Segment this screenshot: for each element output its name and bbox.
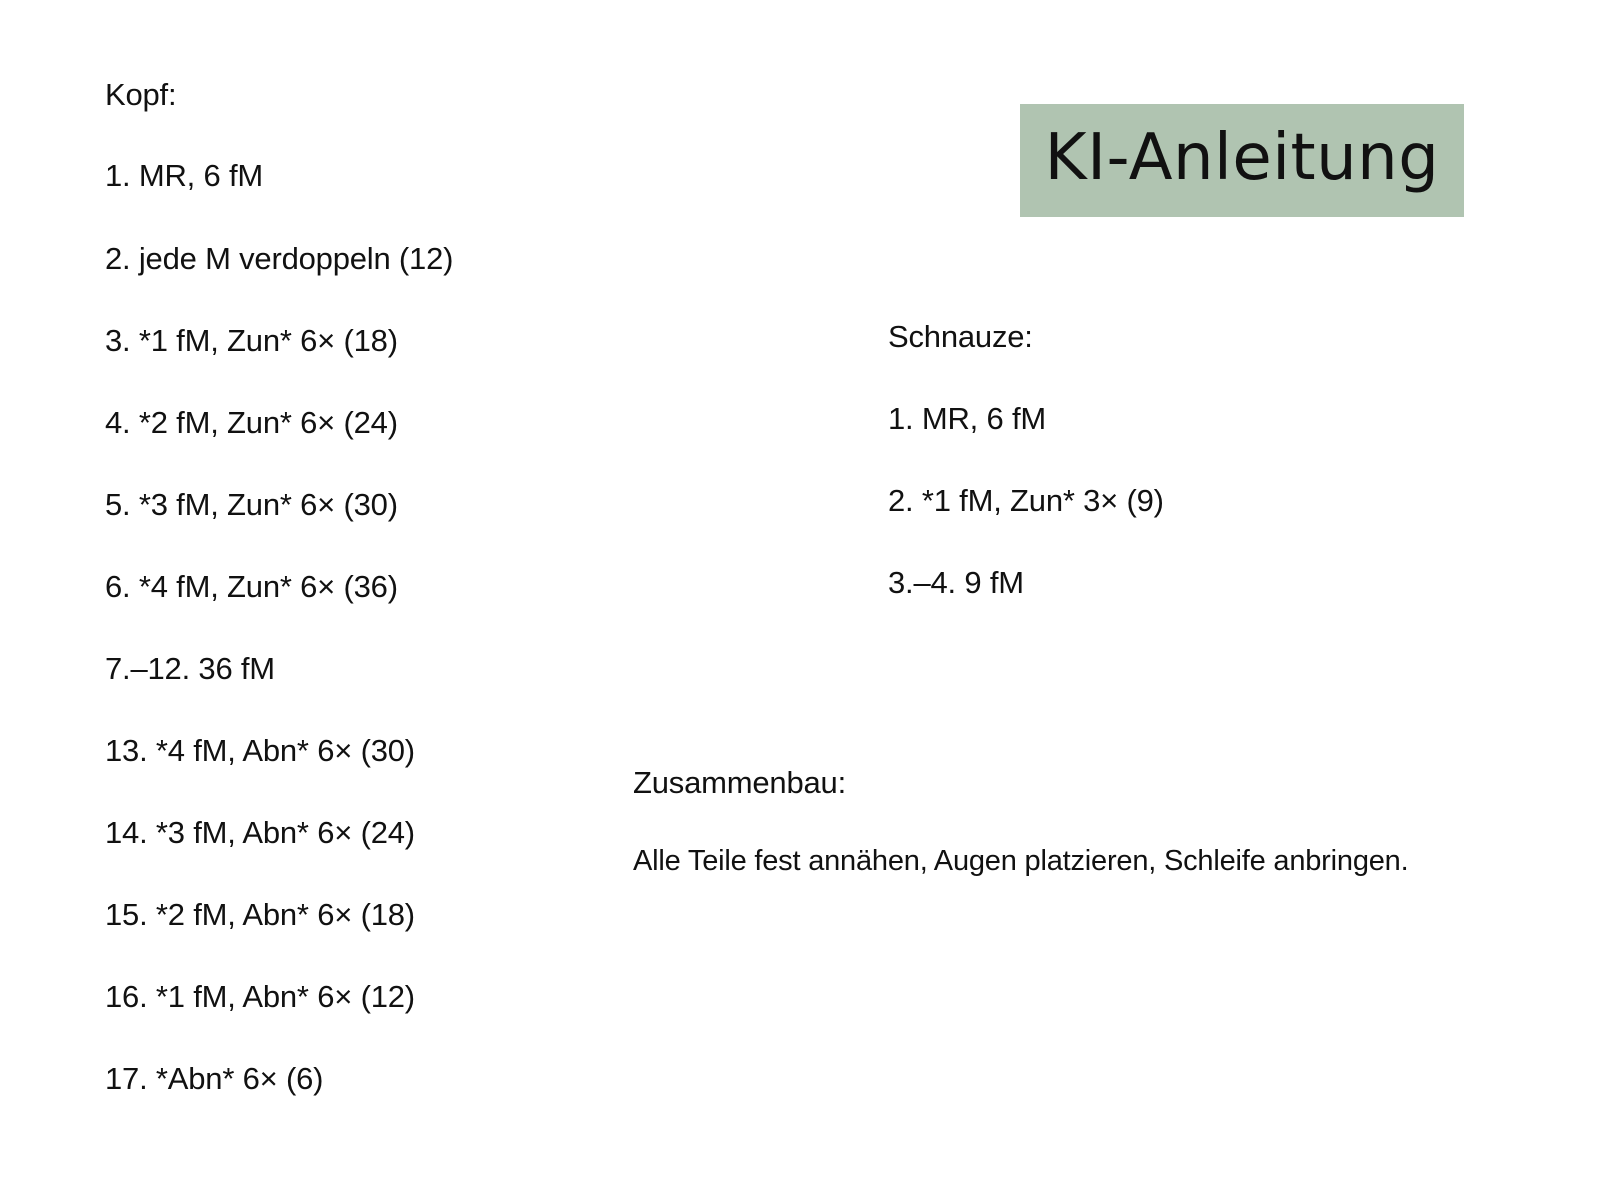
title-badge — [1020, 104, 1464, 217]
zusammenbau-body: Alle Teile fest annähen, Augen platzieren, Schleife anbringen. — [633, 845, 1409, 877]
zusammenbau-heading: Zusammenbau: — [633, 765, 846, 800]
schnauze-row: 3.–4. 9 fM — [888, 565, 1024, 600]
kopf-heading: Kopf: — [105, 77, 177, 112]
kopf-row: 6. *4 fM, Zun* 6× (36) — [105, 569, 398, 604]
kopf-row: 2. jede M verdoppeln (12) — [105, 241, 454, 276]
kopf-row: 5. *3 fM, Zun* 6× (30) — [105, 487, 398, 522]
kopf-row: 14. *3 fM, Abn* 6× (24) — [105, 815, 415, 850]
schnauze-row: 2. *1 fM, Zun* 3× (9) — [888, 483, 1164, 518]
kopf-row: 4. *2 fM, Zun* 6× (24) — [105, 405, 398, 440]
kopf-row: 17. *Abn* 6× (6) — [105, 1061, 324, 1096]
kopf-row: 15. *2 fM, Abn* 6× (18) — [105, 897, 415, 932]
schnauze-heading: Schnauze: — [888, 319, 1033, 354]
kopf-row: 13. *4 fM, Abn* 6× (30) — [105, 733, 415, 768]
kopf-row: 1. MR, 6 fM — [105, 158, 263, 193]
schnauze-row: 1. MR, 6 fM — [888, 401, 1046, 436]
kopf-row: 3. *1 fM, Zun* 6× (18) — [105, 323, 398, 358]
page-title: KI-Anleitung — [1044, 120, 1440, 195]
kopf-row: 7.–12. 36 fM — [105, 651, 275, 686]
kopf-row: 16. *1 fM, Abn* 6× (12) — [105, 979, 415, 1014]
